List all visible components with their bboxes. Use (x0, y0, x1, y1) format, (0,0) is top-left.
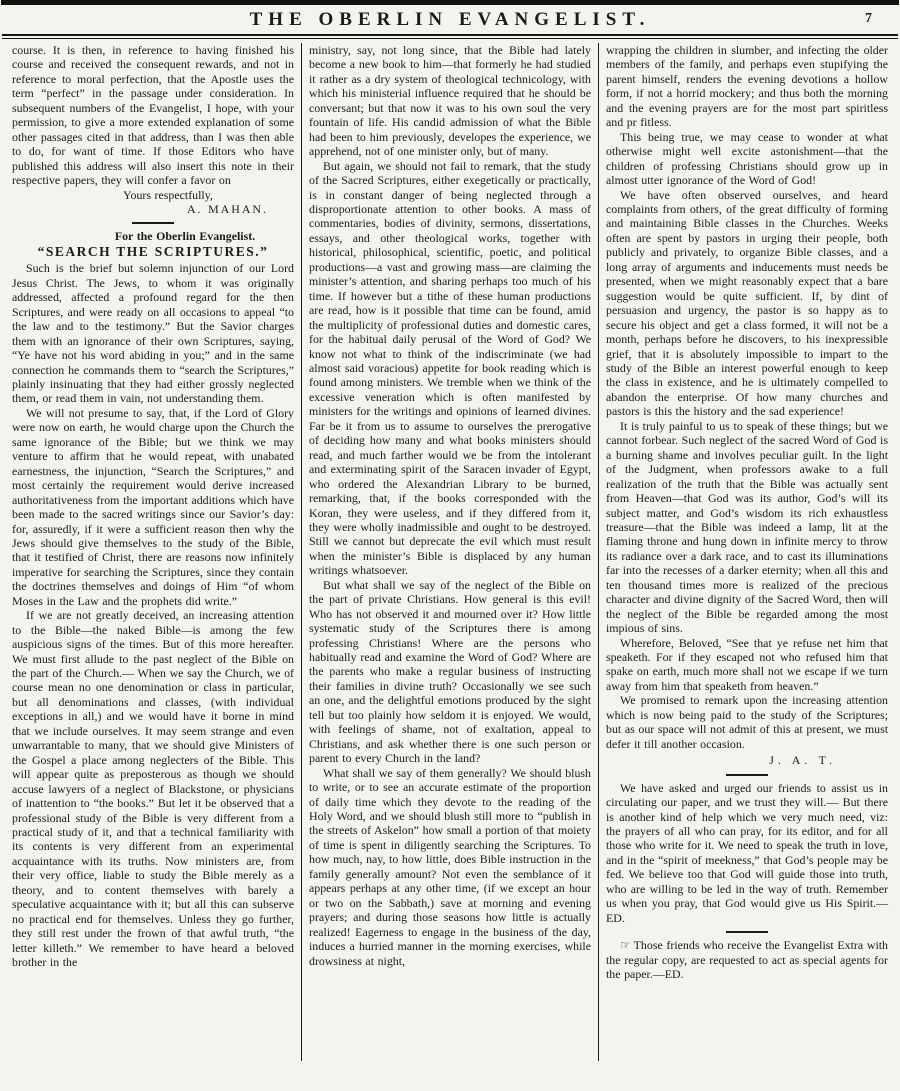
editor-note-paragraph: We have asked and urged our friends to assist us in circulating our paper, and we trust they will.— But there is another kind of help which we very much need, viz: the prayers of all who can pray, for its editor, and for all those who write for it. We need to speak the truth in love, and in the “spirit of meekness,” that God’s people may be fed. We believe too that God will guide those into truth, who are willing to be led in the way of truth. Remember us when you pray, that God would give us His Spirit.—ED. (606, 780, 888, 925)
column-2 (302, 43, 598, 1091)
column-3 (599, 43, 895, 1091)
section-divider-rule (726, 774, 768, 776)
article-paragraph: We have often observed ourselves, and heard complaints from others, of the great difficulty of forming and maintaining Bible classes in the Churches. Weeks often are spent by pastors in urging their people, both publicly and privately, to organize Bible classes, and a long array of arguments and inducements must needs be presented, when we might reasonably expect that a bare suggestion would be quite sufficient. If, by dint of persuasion and urgency, the pastor is so happy as to secure his object and get a class formed, it will not be a month, perhaps before he discovers, to his inexpressible grief, that it is absolutely impossible to impart to the study of the Bible an interest powerful enough to keep the class in existence, and he is ultimately compelled to abandon the enterprise. Of how many churches and pastors is this the history and the sad experience! (606, 187, 888, 419)
letter-closing: Yours respectfully, (123, 187, 213, 202)
article-paragraph: But again, we should not fail to remark, that the study of the Sacred Scriptures, either exegetically or practically, is in constant danger of being neglected through a disproportionate attention to other books. A mass of commentaries, bodies of divinity, sermons, dissertations, essays, and other theological works, together with historical, philosophical, scientific, poetic, and political productions—a vast and growing mass—are claiming the minister’s attention, and sharing perhaps too much of his time. If however but a tithe of these human productions are read, how is it possible that time can be found, amid the multiplicity of professional duties and domestic cares, for the habitual daily perusal of the Word of God? We know not what to think of the indiscriminate (we had almost said voracious) appetite for book reading which is found among ministers. We tremble when we think of the excessive veneration which is often manifested by ministers for the writings and opinions of learned divines. Far be it from us to assume to ourselves the prerogative of deciding how many and what books ministers should read, and much farther would we be from the intolerant and exterminating spirit of the Saracen invader of Egypt, who ordered the Alexandrian Library to be burned, remarking, that, if the books corresponded with the Koran, they were useless, and if they differed from it, they were wholly inadmissible and ought to be destroyed. Still we cannot but deprecate the evil which must result when the minister’s Bible is displaced by any human writings whatsoever. (309, 158, 591, 578)
page-number: 7 (865, 11, 872, 26)
column-1 (5, 43, 301, 1091)
article-paragraph: But what shall we say of the neglect of the Bible on the part of private Christians. How general is this evil! Who has not observed it and mourned over it? How little systematic study of the Scriptures there is among professing Christians! Where are the persons who habitually read and examine the Word of God? Where are the parents who make a regular business of instructing their families in divine truth? Occasionally we see such an one, and the delightful emotions produced by the sight tell but too plainly how seldom it is enjoyed. We would, with feelings of shame, not of exaltation, appeal to Christians, and ask whether there is one such person or parent to every Church in the land? (309, 577, 591, 766)
masthead-title: THE OBERLIN EVANGELIST. (249, 9, 651, 30)
article-paragraph: ministry, say, not long since, that the Bible had lately become a new book to him—that formerly he had studied it rather as a dry system of theological technicology, with which his ministerial influence required that he should be conversant; but that now it was to his own soul the very fountain of life. His candid admission of what the Bible had been to him previously, developes the experience, we apprehend, not of one minister only, but of many. (309, 43, 591, 159)
article-paragraph: course. It is then, in reference to having finished his course and received the consequent rewards, and not in reference to moral perfection, that the Apostle uses the term “perfect” in the passage under consideration. In subsequent numbers of the Evangelist, I hope, with your permission, to give a more extended explanation of some other passages cited in that address, than I was then able to do, for want of time. If those Editors who have published this address will also insert this note in their respective papers, they will confer a favor on (12, 43, 294, 188)
section-divider-rule (132, 222, 174, 224)
article-paragraph: We will not presume to say, that, if the Lord of Glory were now on earth, he would charge upon the Church the same ignorance of the Bible; but we think we may venture to affirm that he would repeat, with unabated earnestness, the injunction, “Search the Scriptures,” and most certainly the requirement would derive increased authoritativeness from the important additions which have been made to the sacred writings since our Savior’s day: for, assuredly, if it were a sufficient reason then why the Jews should give themselves to the study of the Bible, that it testified of Christ, there are reasons now infinitely imperative for searching the Scriptures, since they contain the doctrines themselves and doings of Him “of whom Moses in the Law and the prophets did write.” (12, 405, 294, 608)
article-paragraph: wrapping the children in slumber, and infecting the older members of the family, and perhaps even stupifying the parent himself, renders the evening devotions a hollow form, if not a horrid mockery; and thus both the morning and the evening prayers are for the most part spiritless and pr fitless. (606, 43, 888, 130)
article-paragraph: What shall we say of them generally? We should blush to write, or to see an accurate estimate of the proportion of daily time which they devote to the reading of the Holy Word, and we should blush still more to “publish in the streets of Askelon” how small a portion of that moiety of time is spent in diligently searching the Scriptures. To how much, nay, to how little, does Bible instruction in the family generally amount? Not even the semblance of it appears perhaps at any other time, (if we except an hour or two on the Sabbath,) save at morning and evening prayers; and during those seasons how little is actually realized! Eagerness to engage in the business of the day, induces a hurried manner in the morning exercises, while drowsiness at night, (309, 765, 591, 968)
article-paragraph: We promised to remark upon the increasing attention which is now being paid to the study of the Scriptures; but as our space will not admit of this at present, we must defer it till another occasion. (606, 693, 888, 751)
section-divider-rule (726, 931, 768, 933)
article-paragraph: It is truly painful to us to speak of these things; but we cannot forbear. Such neglect of the sacred Word of God is a burning shame and involves peculiar guilt. In the light of the Judgment, when professors awake to a full realization of the truth that the Bible was actually sent from Heaven—that God was its author, God’s will its subject matter, and God’s wisdom its rich exhaustless treasure—that the Bible was indeed a lamp, lit at the flaming throne and hung down in infinite mercy to throw its radiance over a dark race, and to cast its illuminations far into the recesses of a darker eternity; when all this and ten thousand times more is realized of the precious character and divine dignity of the Sacred Word, then will the neglect of the Bible be regarded among the most impious of sins. (606, 418, 888, 636)
article-paragraph: This being true, we may cease to wonder at what otherwise might well excite astonishment—that the children of professing Christians should grow up in almost utter ignorance of the Word of God! (606, 129, 888, 188)
article-paragraph: Wherefore, Beloved, “See that ye refuse net him that speaketh. For if they escaped not who refused him that spake on earth, much more shall not we escape if we turn away from him that speaketh from heaven.” (606, 635, 888, 693)
author-initials: J. A. T. (769, 753, 836, 768)
manicule-icon: ☞ (620, 938, 631, 953)
article-credit-line: For the Oberlin Evangelist. (114, 229, 256, 244)
notice-text: Those friends who receive the Evangelist Extra with the regular copy, are requested to act as special agents for the paper.—ED. (606, 938, 888, 982)
notice-paragraph (606, 938, 888, 981)
article-paragraph: If we are not greatly deceived, an increasing attention to the Bible—the naked Bible—is among the few auspicious signs of the times. But of this more hereafter. We must first allude to the past neglect of the Bible on the part of the Church.— When we say the Church, we of course mean no one denomination or class in particular, but all denominations and classes, (with individual exceptions in all,) and we would have it borne in mind that we include ourselves. It may seem strange and even unwarrantable to many, that we should give Ministers of the Gospel a place among neglecters of the Bible. This will appear quite as preposterous as though we should accuse lawyers of a neglect of Blackstone, or physicians of inattention to “the books.” But let it be observed that a professional study of the Bible is very different from a practical study of it, and that a technical familiarity with its contents is very different from an experimental acquaintance with its truths. Now ministers are, from their very office, liable to study the Bible merely as a theory, and to content themselves with barely a speculative acquaintance with it; but all this can subserve no practical end for themselves. Unless they go further, they still rest under the frown of that awful truth, “the letter killeth.” We remember to have heard a beloved brother in the (12, 608, 294, 970)
article-paragraph: Such is the brief but solemn injunction of our Lord Jesus Christ. The Jews, to whom it was originally addressed, affected a profound regard for the then Scriptures, and were ready on all occasions to appeal “to the law and to the testimony.” But the Savior charges them with an ignorance of their own Scriptures, saying, “Ye have not his word abiding in you;” and in the same connection he commands them to “search the Scriptures,” plainly insinuating that they had either grossly neglected them, or read them in vain, not understanding them. (12, 261, 294, 406)
article-title: “SEARCH THE SCRIPTURES.” (37, 243, 269, 259)
column-layout (0, 39, 900, 1091)
letter-signature: A. MAHAN. (186, 201, 268, 216)
masthead (0, 5, 900, 34)
